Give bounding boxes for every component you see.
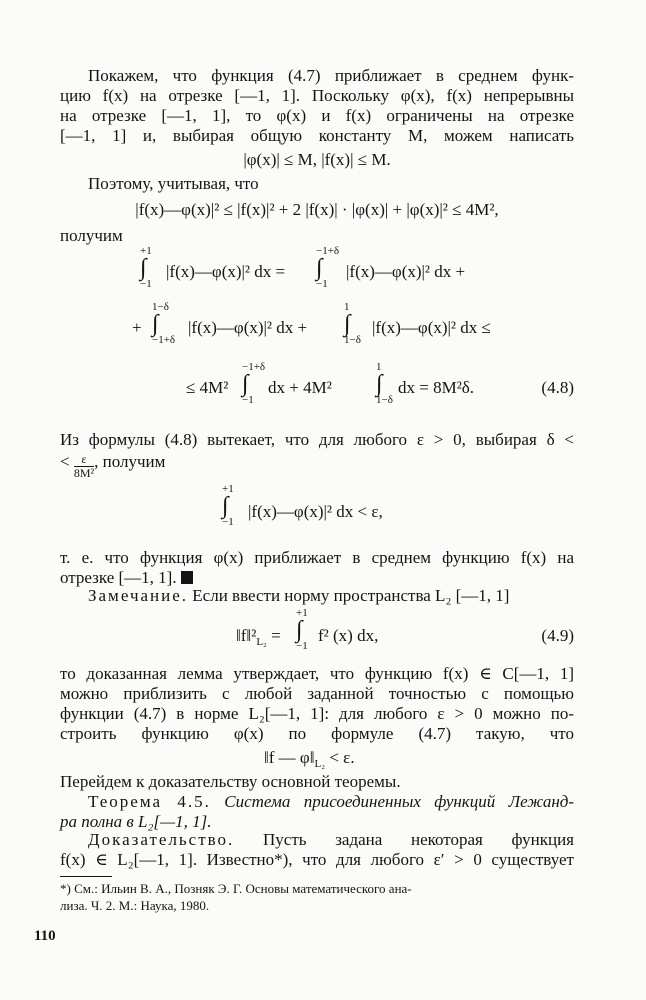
remark-label: Замечание. [88, 586, 189, 605]
para4-line2: можно приблизить с любой заданной точностью с помощью [60, 684, 574, 703]
formula-bound: |φ(x)| ≤ M, |f(x)| ≤ M. [243, 150, 391, 169]
page-number: 110 [34, 928, 56, 944]
eq-norm: ‖f — $\varphi‖_{L_2} < \varepsilon$. [264, 748, 355, 770]
remark-line: Замечание. Если ввести норму пространства L₂ [—1, 1] [88, 586, 510, 605]
proof-line2: f(x) ∈ L₂[—1, 1]. Известно*), что для любого ε′ > 0 существует [60, 850, 574, 869]
para4-line1: то доказанная лемма утверждает, что функцию f(x) ∈ C[—1, 1] [60, 664, 574, 683]
para3-line1: т. е. что функция φ(x) приближает в среднем функцию f(x) на [60, 548, 574, 567]
para5: Перейдем к доказательству основной теоремы. [60, 772, 401, 791]
footnote-line1: *) См.: Ильин В. А., Позняк Э. Г. Основы математического ана- [60, 881, 412, 896]
eq48-term: dx = 8M²δ. [398, 378, 475, 397]
para1-line2: цию f(x) на отрезке [—1, 1]. Поскольку φ(x), f(x) непрерывны [60, 86, 574, 105]
end-of-proof-icon [181, 571, 193, 584]
theorem-line2: ра полна в L₂[—1, 1]. [60, 812, 212, 831]
eq48-term: |f(x)—φ(x)|² dx ≤ [372, 318, 491, 337]
integral-sign: 1−δ ∫ −1+δ [152, 301, 176, 346]
para2-line1: Из формулы (4.8) вытекает, что для любого ε > 0, выбирая δ < [60, 430, 574, 449]
formula-inequality: |f(x)—φ(x)|² ≤ |f(x)|² + 2 |f(x)| · |φ(x)| + |φ(x)|² ≤ 4M², [135, 200, 499, 219]
proof-line1: Доказательство. Пусть задана некоторая функция [88, 830, 575, 849]
integral-sign: −1+δ ∫ −1 [316, 245, 340, 290]
eq49-lhs: $‖f‖^2_{L_2}$ = [236, 626, 281, 648]
para1-line4: [—1, 1] и, выбирая общую константу M, можем написать [60, 126, 574, 145]
eq48-plus: + [132, 318, 142, 337]
footnote-divider [60, 876, 112, 877]
integral-sign: 1 ∫ 1−δ [376, 361, 393, 406]
para2-line2: < $\frac{\varepsilon}{\text{8M²}}$, получим [60, 452, 166, 480]
para4-line3: функции (4.7) в норме L₂[—1, 1]: для любого ε > 0 можно по- [60, 704, 574, 723]
para3-line2: отрезке [—1, 1]. [60, 568, 574, 588]
eq49-rhs: f² (x) dx, [318, 626, 379, 645]
equation-number: (4.8) [541, 378, 574, 397]
integral-sign: +1 ∫ −1 [296, 607, 308, 652]
theorem-label: Теорема 4.5. [88, 792, 211, 811]
para4-line4: строить функцию φ(x) по формуле (4.7) такую, что [60, 724, 574, 743]
text-we-get: получим [60, 226, 123, 245]
footnote-line2: лиза. Ч. 2. М.: Наука, 1980. [60, 898, 210, 913]
text-therefore: Поэтому, учитывая, что [88, 174, 259, 193]
eq48-term: |f(x)—φ(x)|² dx + [346, 262, 466, 281]
para1-line3: на отрезке [—1, 1], то φ(x) и f(x) ограничены на отрезке [60, 106, 574, 125]
proof-label: Доказательство. [88, 830, 235, 849]
equation-number: (4.9) [541, 626, 574, 645]
eq48-term: |f(x)—φ(x)|² dx + [188, 318, 308, 337]
integral-sign: +1 ∫ −1 [140, 245, 152, 290]
integral-sign: −1+δ ∫ −1 [242, 361, 266, 406]
integral-sign: 1 ∫ 1−δ [344, 301, 361, 346]
para1-line1: Покажем, что функция (4.7) приближает в среднем функ- [88, 66, 574, 85]
eq48-term: ≤ 4M² [186, 378, 229, 397]
eq48-term: dx + 4M² [268, 378, 332, 397]
eq-eps: |f(x)—φ(x)|² dx < ε, [248, 502, 383, 521]
integral-sign: +1 ∫ −1 [222, 483, 234, 528]
fraction-eps-8m2: $\frac{\varepsilon}{\text{8M²}}$ [73, 452, 95, 480]
theorem-line1: Теорема 4.5. Система присоединенных функций Лежанд- [88, 792, 575, 811]
eq48-term: |f(x)—φ(x)|² dx = [166, 262, 286, 281]
